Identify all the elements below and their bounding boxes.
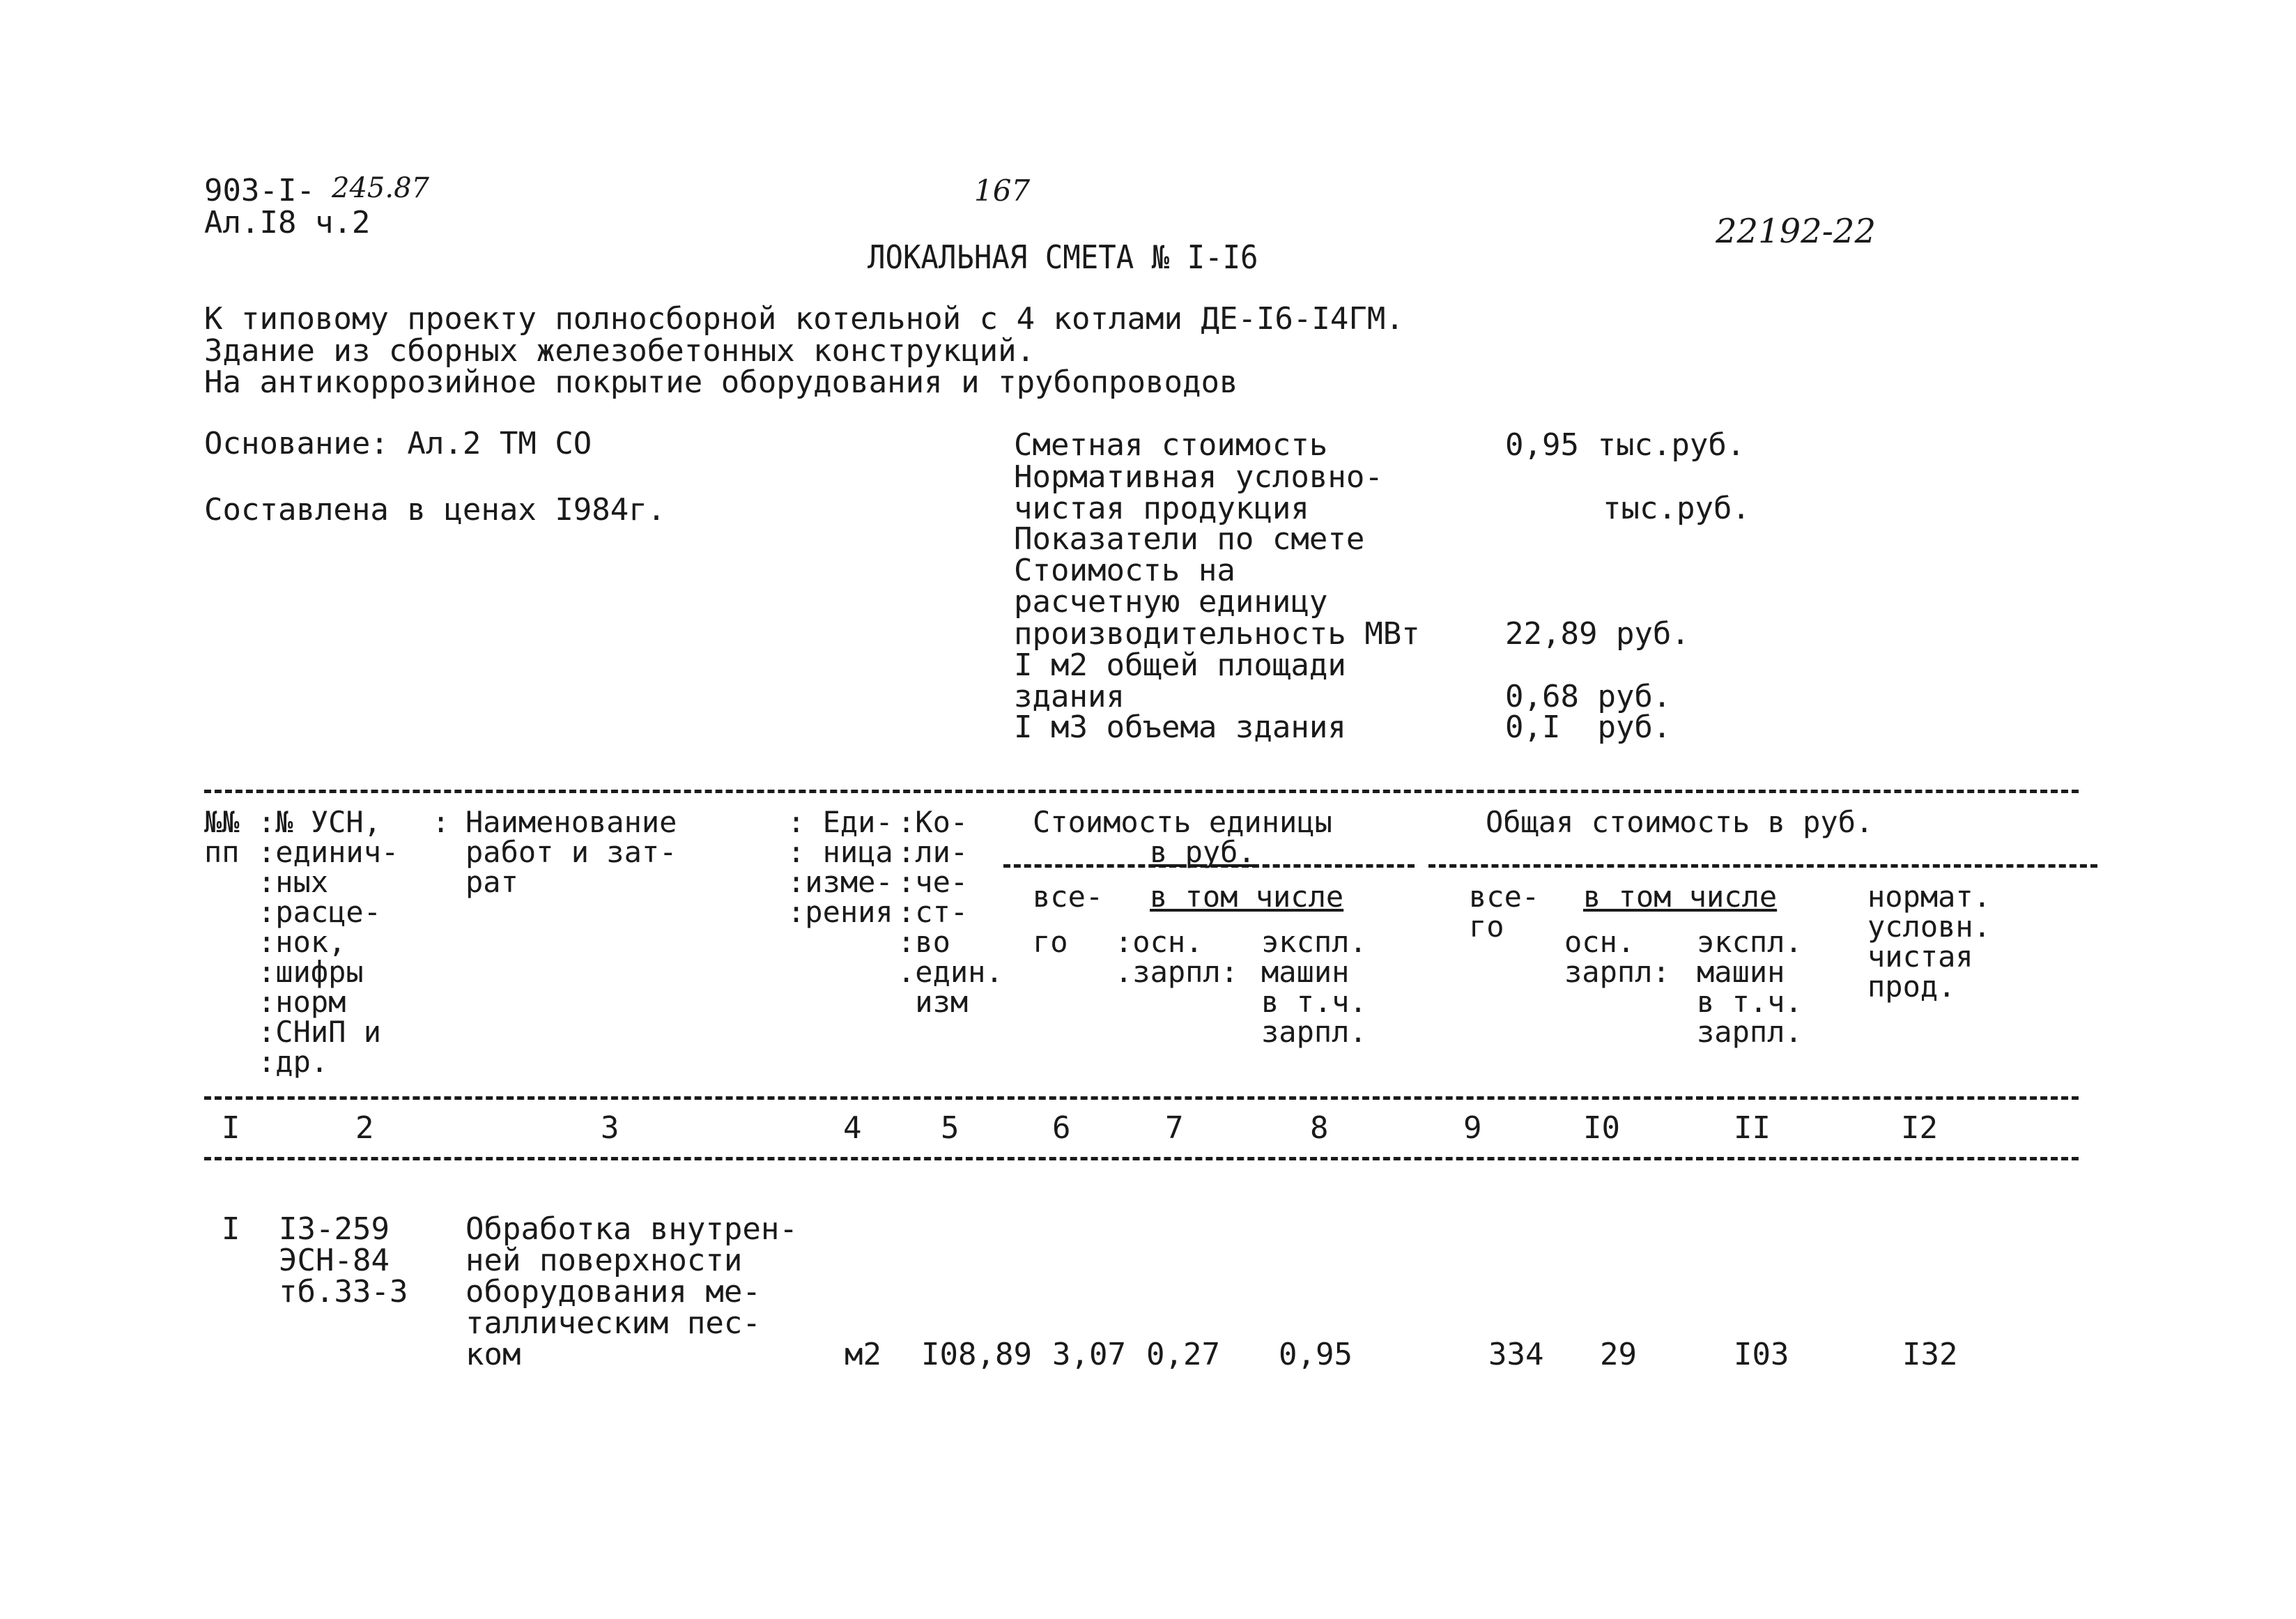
column-number: 4: [843, 1110, 862, 1146]
row-code-line: I3-259: [279, 1211, 390, 1247]
col-2-header-line: :расце-: [258, 895, 382, 929]
estimated-cost-label: Сметная стоимость: [1014, 427, 1328, 463]
col-12-header-line: нормат.: [1867, 880, 1991, 914]
col-11-header-line: зарпл.: [1697, 1015, 1803, 1049]
unit-including-label: в том числе: [1150, 880, 1344, 914]
column-number: II: [1734, 1110, 1771, 1146]
col-2-header-line: :норм: [258, 985, 346, 1019]
row-normative: I32: [1902, 1337, 1958, 1372]
reference-number: 22192-22: [1716, 212, 1876, 251]
table-top-rule: [204, 790, 2079, 793]
unit-cost-group-subtitle: в руб.: [1150, 835, 1256, 869]
col-2-header-line: :№ УСН,: [258, 805, 382, 839]
col-9-header-line: го: [1469, 910, 1504, 944]
area-label-1: I м2 общей площади: [1014, 647, 1346, 683]
project-code-handwritten: 245.87: [332, 172, 429, 204]
column-number: I2: [1901, 1110, 1938, 1146]
col-11-header-line: машин: [1697, 955, 1785, 989]
row-name-line: оборудования ме-: [465, 1274, 761, 1310]
prices-text: Составлена в ценах I984г.: [204, 492, 666, 528]
column-number: I: [222, 1110, 240, 1146]
col-6-header-line: все-: [1033, 880, 1104, 914]
unit-cost-label-2: расчетную единицу: [1014, 584, 1328, 620]
total-cost-subrule: [1428, 864, 2097, 868]
numbers-bottom-rule: [204, 1157, 2079, 1160]
separator-colon: :: [432, 805, 450, 839]
project-code: 903-I-: [204, 173, 315, 208]
col-12-header-line: чистая: [1867, 939, 1973, 974]
description-line-2: Здание из сборных железобетонных конструкций.: [204, 333, 1035, 369]
description-line-3: На антикоррозийное покрытие оборудования и трубопроводов: [204, 365, 1238, 400]
unit-cost-value: 22,89 руб.: [1505, 616, 1690, 652]
col-1-header-line: №№: [204, 805, 240, 839]
row-code-line: тб.33-3: [279, 1274, 408, 1310]
col-5-header-line: :ли-: [897, 835, 969, 869]
col-8-header-line: экспл.: [1261, 925, 1367, 959]
area-value: 0,68 руб.: [1505, 679, 1672, 714]
column-number: 9: [1463, 1110, 1482, 1146]
col-4-header-line: : ница: [787, 835, 893, 869]
col-7-header-line: :осн.: [1115, 925, 1203, 959]
col-4-header-line: : Еди-: [787, 805, 893, 839]
document-title: ЛОКАЛЬНАЯ СМЕТА № I-I6: [868, 238, 1258, 276]
col-5-header-line: :че-: [897, 865, 969, 899]
description-line-1: К типовому проекту полносборной котельной с 4 котлами ДЕ-I6-I4ГМ.: [204, 301, 1404, 337]
normative-value: тыс.руб.: [1603, 491, 1750, 526]
row-total: 334: [1488, 1337, 1544, 1372]
col-5-header-line: :ст-: [897, 895, 969, 929]
row-total-wages: 29: [1600, 1337, 1637, 1372]
row-name-line: ком: [465, 1337, 521, 1372]
col-5-header-line: :во: [897, 925, 950, 959]
row-code-line: ЭСН-84: [279, 1243, 390, 1278]
col-8-header-line: в т.ч.: [1261, 985, 1367, 1019]
col-12-header-line: условн.: [1867, 910, 1991, 944]
col-2-header-line: :ных: [258, 865, 329, 899]
column-number: 3: [601, 1110, 619, 1146]
volume-value: 0,I руб.: [1505, 709, 1672, 745]
col-2-header-line: :СНиП и: [258, 1015, 382, 1049]
column-number: 8: [1310, 1110, 1329, 1146]
estimated-cost-value: 0,95 тыс.руб.: [1505, 427, 1746, 463]
row-name-line: ней поверхности: [465, 1243, 743, 1278]
row-unit-total: 3,07: [1052, 1337, 1126, 1372]
row-unit: м2: [845, 1337, 881, 1372]
indicators-label: Показатели по смете: [1014, 521, 1365, 557]
column-number: I0: [1583, 1110, 1620, 1146]
col-3-header-line: рат: [465, 865, 518, 899]
normative-label-2: чистая продукция: [1014, 491, 1309, 526]
col-9-header-line: все-: [1469, 880, 1540, 914]
col-4-header-line: :изме-: [787, 865, 893, 899]
basis-text: Основание: Ал.2 ТМ СО: [204, 426, 592, 461]
row-unit-machines: 0,95: [1279, 1337, 1353, 1372]
col-8-header-line: зарпл.: [1261, 1015, 1367, 1049]
header-bottom-rule: [204, 1096, 2079, 1100]
row-total-machines: I03: [1734, 1337, 1789, 1372]
total-including-label: в том числе: [1583, 880, 1778, 914]
col-8-header-line: машин: [1261, 955, 1350, 989]
unit-cost-label-3: производительность МВт: [1014, 616, 1420, 652]
col-1-header-line: пп: [204, 835, 240, 869]
col-2-header-line: :шифры: [258, 955, 364, 989]
row-number: I: [222, 1211, 240, 1247]
row-unit-wages: 0,27: [1146, 1337, 1220, 1372]
normative-label-1: Нормативная условно-: [1014, 459, 1383, 495]
column-number: 5: [941, 1110, 960, 1146]
row-name-line: таллическим пес-: [465, 1305, 761, 1341]
col-2-header-line: :нок,: [258, 925, 346, 959]
col-11-header-line: экспл.: [1697, 925, 1803, 959]
volume-label: I м3 объема здания: [1014, 709, 1346, 745]
col-5-header-line: изм: [897, 985, 969, 1019]
area-label-2: здания: [1014, 679, 1125, 714]
page-number: 167: [974, 174, 1031, 208]
col-2-header-line: :единич-: [258, 835, 399, 869]
col-5-header-line: :Ко-: [897, 805, 969, 839]
col-3-header-line: Наименование: [465, 805, 677, 839]
col-10-header-line: зарпл:: [1564, 955, 1670, 989]
col-10-header-line: осн.: [1564, 925, 1635, 959]
unit-cost-group-title: Стоимость единицы: [1033, 805, 1332, 839]
column-number: 2: [355, 1110, 374, 1146]
col-7-header-line: .зарпл:: [1115, 955, 1239, 989]
unit-cost-label-1: Стоимость на: [1014, 553, 1235, 588]
col-12-header-line: прод.: [1867, 969, 1956, 1004]
col-4-header-line: :рения: [787, 895, 893, 929]
column-number: 7: [1165, 1110, 1184, 1146]
sheet-label: Ал.I8 ч.2: [204, 205, 371, 240]
column-number: 6: [1052, 1110, 1071, 1146]
col-6-header-line: го: [1033, 925, 1068, 959]
col-3-header-line: работ и зат-: [465, 835, 677, 869]
col-2-header-line: :др.: [258, 1045, 329, 1079]
total-cost-group-title: Общая стоимость в руб.: [1486, 805, 1874, 839]
col-5-header-line: .един.: [897, 955, 1003, 989]
col-11-header-line: в т.ч.: [1697, 985, 1803, 1019]
row-quantity: I08,89: [921, 1337, 1032, 1372]
row-name-line: Обработка внутрен-: [465, 1211, 798, 1247]
